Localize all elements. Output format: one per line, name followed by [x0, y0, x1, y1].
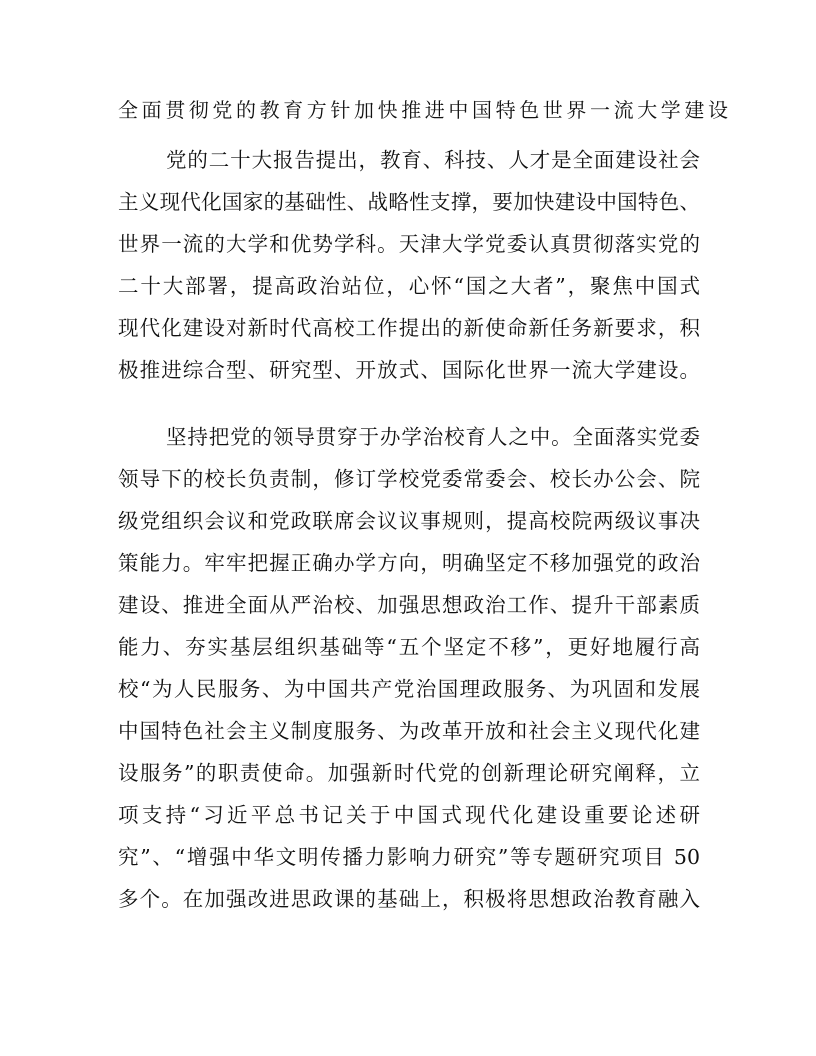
- text-line: 项支持“习近平总书记关于中国式现代化建设重要论述研: [118, 803, 700, 827]
- text-line: 级党组织会议和党政联席会议议事规则，提高校院两级议事决: [118, 509, 700, 533]
- text-line: 二十大部署，提高政治站位，心怀“国之大者”，聚焦中国式: [118, 274, 700, 298]
- text-line: 校“为人民服务、为中国共产党治国理政服务、为巩固和发展: [118, 677, 700, 701]
- text-line: 坚持把党的领导贯穿于办学治校育人之中。全面落实党委: [166, 425, 700, 449]
- text-line: 中国特色社会主义制度服务、为改革开放和社会主义现代化建: [118, 719, 700, 743]
- paragraph-1: [118, 139, 700, 391]
- text-line: 能力、夯实基层组织基础等“五个坚定不移”，更好地履行高: [118, 635, 700, 659]
- text-line: 建设、推进全面从严治校、加强思想政治工作、提升干部素质: [118, 593, 700, 617]
- text-line: 设服务”的职责使命。加强新时代党的创新理论研究阐释，立: [118, 761, 700, 785]
- text-line: 究”、“增强中华文明传播力影响力研究”等专题研究项目 50: [118, 845, 700, 869]
- text-line: 党的二十大报告提出，教育、科技、人才是全面建设社会: [166, 148, 700, 172]
- text-line: 领导下的校长负责制，修订学校党委常委会、校长办公会、院: [118, 467, 700, 491]
- text-line: 极推进综合型、研究型、开放式、国际化世界一流大学建设。: [118, 358, 700, 382]
- paragraph-2: [118, 416, 700, 920]
- text-line: 策能力。牢牢把握正确办学方向，明确坚定不移加强党的政治: [118, 551, 700, 575]
- text-line: 主义现代化国家的基础性、战略性支撑，要加快建设中国特色、: [118, 190, 700, 214]
- document-title: 全面贯彻党的教育方针加快推进中国特色世界一流大学建设: [118, 98, 732, 122]
- text-line: 多个。在加强改进思政课的基础上，积极将思想政治教育融入: [118, 887, 700, 911]
- text-line: 现代化建设对新时代高校工作提出的新使命新任务新要求，积: [118, 316, 700, 340]
- text-line: 世界一流的大学和优势学科。天津大学党委认真贯彻落实党的: [118, 232, 700, 256]
